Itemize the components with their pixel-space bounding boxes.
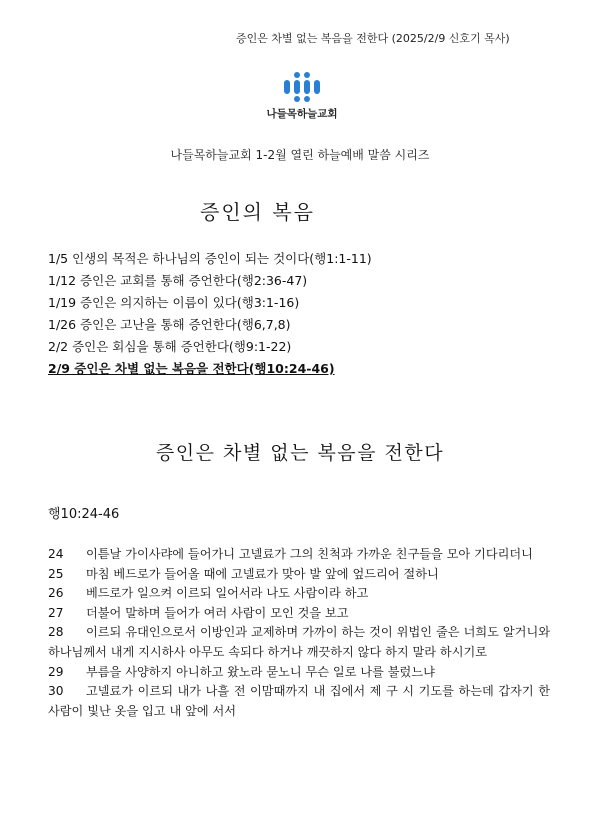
- verse: [48, 565, 550, 585]
- schedule-item: 1/26 증인은 고난을 통해 증언한다(행6,7,8): [48, 317, 291, 332]
- verse: [48, 663, 550, 683]
- verse-number: 25: [48, 566, 64, 581]
- verse-text: 부름을 사양하지 아니하고 왔노라 묻노니 무슨 일로 나를 불렀느냐: [86, 664, 435, 679]
- verse-number: 28: [48, 625, 64, 640]
- verse: [48, 623, 550, 662]
- schedule-item: 1/12 증인은 교회를 통해 증언한다(행2:36-47): [48, 273, 308, 288]
- schedule-item: 2/2 증인은 회심을 통해 증언한다(행9:1-22): [48, 339, 292, 354]
- schedule-item: 1/5 인생의 목적은 하나님의 증인이 되는 것이다(행1:1-11): [48, 251, 372, 266]
- page-header: 증인은 차별 없는 복음을 전한다 (2025/2/9 신호기 목사): [236, 32, 510, 45]
- verse-number: 24: [48, 547, 64, 561]
- verse-list: [48, 545, 550, 721]
- verse: [48, 545, 550, 565]
- verse-number: 27: [48, 605, 64, 620]
- verse-text: 더불어 말하며 들어가 여러 사람이 모인 것을 보고: [86, 605, 349, 620]
- verse: [48, 604, 550, 624]
- church-logo-text: 나들목하늘교회: [266, 108, 338, 120]
- main-title: 증인은 차별 없는 복음을 전한다: [155, 442, 445, 464]
- sermon-schedule: [48, 248, 372, 380]
- verse-number: 30: [48, 684, 64, 699]
- verse-text: 이르되 유대인으로서 이방인과 교제하며 가까이 하는 것이 위법인 줄은 너희도 알거니와 하나님께서 내게 지시하사 아무도 속되다 하거나 깨끗하지 않다 하지 말라 하시기로: [48, 625, 550, 659]
- church-logo: [260, 72, 344, 121]
- church-logo-icon: [279, 72, 325, 102]
- series-subtitle: 나들목하늘교회 1-2월 열린 하늘예배 말씀 시리즈: [170, 148, 430, 162]
- scripture-reference: 행10:24-46: [48, 507, 120, 522]
- verse-text: 마침 베드로가 들어올 때에 고넬료가 맞아 발 앞에 엎드리어 절하니: [86, 566, 439, 581]
- verse: [48, 584, 550, 604]
- schedule-item: 1/19 증인은 의지하는 이름이 있다(행3:1-16): [48, 295, 300, 310]
- verse-number: 29: [48, 664, 64, 679]
- verse-number: 26: [48, 586, 64, 601]
- verse-text: 고넬료가 이르되 내가 나흘 전 이맘때까지 내 집에서 제 구 시 기도를 하는데 갑자기 한 사람이 빛난 옷을 입고 내 앞에 서서: [48, 684, 550, 718]
- schedule-item-current: 2/9 증인은 차별 없는 복음을 전한다(행10:24-46): [48, 361, 335, 376]
- verse: [48, 682, 550, 721]
- verse-text: 이튿날 가이사랴에 들어가니 고넬료가 그의 친척과 가까운 친구들을 모아 기다리더니: [86, 547, 533, 561]
- sermon-series-title: 증인의 복음: [200, 200, 315, 224]
- verse-text: 베드로가 일으켜 이르되 일어서라 나도 사람이라 하고: [86, 586, 369, 601]
